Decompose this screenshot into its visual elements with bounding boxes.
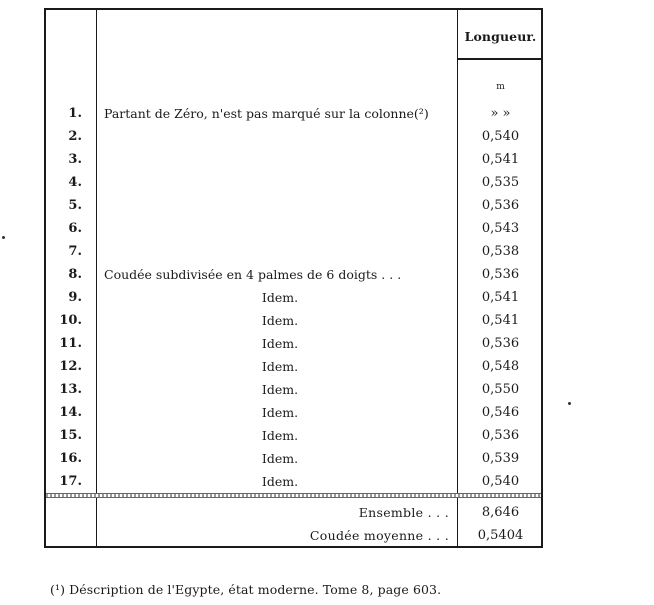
table-row [46,424,541,447]
row-length-value: 0,541 [481,152,520,167]
row-number: 11. [59,336,82,351]
average-value: 0,5404 [477,528,524,543]
table-row [46,355,541,378]
row-description: Coudée subdivisée en 4 palmes de 6 doigts . . . [104,267,402,282]
row-length-value: 0,535 [481,175,520,190]
footnote: (¹) Déscription de l'Egypte, état moderne. Tome 8, page 603. [50,582,442,597]
row-description: Idem. [261,474,299,489]
row-number: 8. [68,267,82,282]
row-description: Partant de Zéro, n'est pas marqué sur la colonne(²) [104,106,429,121]
table-row [46,332,541,355]
row-number: 15. [59,428,82,443]
row-length-value: » » [490,106,511,121]
table-row [46,102,541,125]
row-length-value: 0,540 [481,129,520,144]
total-row-ensemble [46,501,541,524]
scan-speck [2,236,5,239]
average-label: Coudée moyenne . . . [309,528,449,543]
table-row [46,194,541,217]
row-length-value: 0,541 [481,313,520,328]
row-number: 12. [59,359,82,374]
row-number: 6. [68,221,82,236]
row-length-value: 0,538 [481,244,520,259]
table-row [46,125,541,148]
column-header-longueur: Longueur. [464,29,537,44]
row-length-value: 0,536 [481,428,520,443]
row-number: 5. [68,198,82,213]
table-row [46,217,541,240]
row-length-value: 0,543 [481,221,520,236]
row-length-value: 0,550 [481,382,520,397]
total-row-coudee-moyenne [46,524,541,547]
row-number: 13. [59,382,82,397]
row-number: 2. [68,129,82,144]
total-label: Ensemble . . . [358,505,449,520]
row-number: 4. [68,175,82,190]
row-description: Idem. [261,313,299,328]
row-length-value: 0,541 [481,290,520,305]
total-value: 8,646 [481,505,520,520]
table-row [46,470,541,493]
table-row [46,148,541,171]
row-description: Idem. [261,405,299,420]
row-number: 17. [59,474,82,489]
row-description: Idem. [261,290,299,305]
row-number: 10. [59,313,82,328]
row-length-value: 0,536 [481,267,520,282]
row-length-value: 0,539 [481,451,520,466]
row-number: 14. [59,405,82,420]
row-number: 9. [68,290,82,305]
row-number: 16. [59,451,82,466]
measurement-table [44,8,543,548]
row-description: Idem. [261,336,299,351]
table-row [46,263,541,286]
row-length-value: 0,536 [481,336,520,351]
row-length-value: 0,536 [481,198,520,213]
table-row [46,401,541,424]
scan-speck [568,402,571,405]
row-number: 1. [68,106,82,121]
unit-label: m [496,82,505,92]
row-length-value: 0,540 [481,474,520,489]
row-length-value: 0,546 [481,405,520,420]
table-row [46,378,541,401]
header-rule [458,58,541,60]
totals-separator [46,493,541,498]
table-row [46,286,541,309]
row-description: Idem. [261,359,299,374]
row-number: 3. [68,152,82,167]
row-description: Idem. [261,451,299,466]
table-row [46,240,541,263]
table-row [46,171,541,194]
row-length-value: 0,548 [481,359,520,374]
row-description: Idem. [261,382,299,397]
row-number: 7. [68,244,82,259]
table-row [46,309,541,332]
table-row [46,447,541,470]
row-description: Idem. [261,428,299,443]
